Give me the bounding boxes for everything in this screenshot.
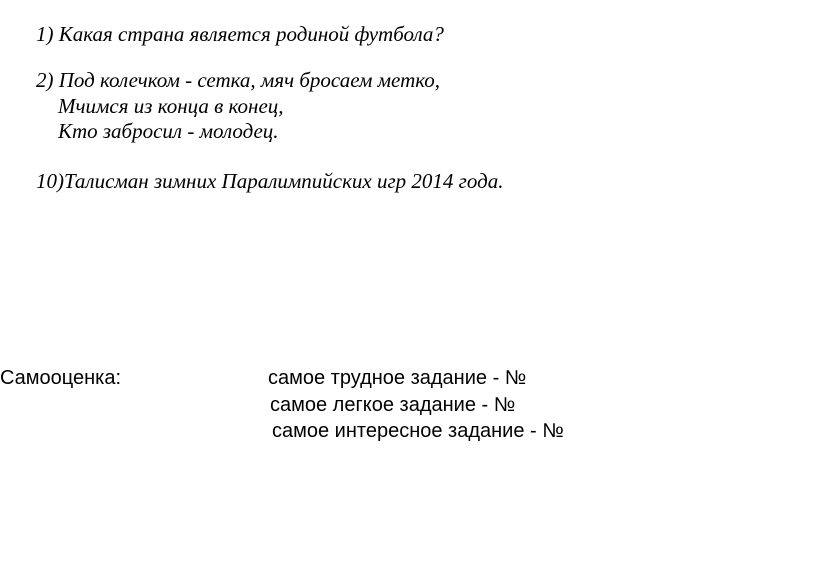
question-10: 10)Талисман зимних Паралимпийских игр 2014 года.	[36, 169, 504, 193]
hardest-task-line: самое трудное задание - №	[268, 367, 527, 389]
question-2-line-2: Мчимся из конца в конец,	[58, 94, 284, 118]
question-2-line-3: Кто забросил - молодец.	[58, 119, 279, 143]
question-2-line-1: 2) Под колечком - сетка, мяч бросаем метко,	[36, 68, 441, 92]
question-1: 1) Какая страна является родиной футбола?	[36, 22, 444, 46]
self-assessment-label: Самооценка:	[0, 367, 122, 389]
most-interesting-task-line: самое интересное задание - №	[272, 420, 564, 442]
easiest-task-line: самое легкое задание - №	[270, 394, 516, 416]
